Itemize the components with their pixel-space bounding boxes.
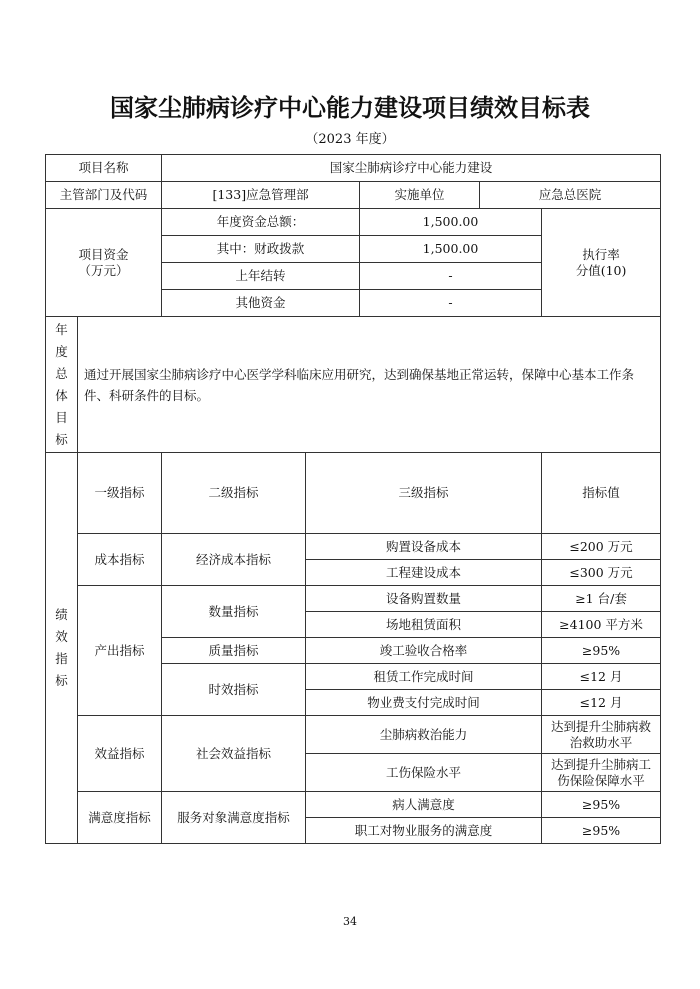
goal-label-char: 目 xyxy=(55,409,68,425)
level3-item: 租赁工作完成时间 xyxy=(306,664,542,690)
annual-goal-label xyxy=(46,317,78,453)
indicator-value: ≥4100 平方米 xyxy=(542,612,661,638)
department-row xyxy=(46,182,661,209)
goal-label-char: 总 xyxy=(55,365,68,381)
funds-carryover-value: - xyxy=(360,263,542,290)
level3-item: 工伤保险水平 xyxy=(306,754,542,792)
goal-label-char: 标 xyxy=(55,431,68,447)
department-label: 主管部门及代码 xyxy=(46,182,162,209)
indicator-value-line2: 治救助水平 xyxy=(569,734,633,750)
perf-label-char: 绩 xyxy=(55,607,68,622)
indicator-header-row xyxy=(46,453,661,534)
execution-rate-line1: 执行率 xyxy=(582,246,620,262)
goal-label-char: 度 xyxy=(55,343,68,359)
level1-cost: 成本指标 xyxy=(78,534,162,586)
indicator-value: ≥95% xyxy=(542,638,661,664)
project-name-value: 国家尘肺病诊疗中心能力建设 xyxy=(162,155,661,182)
indicator-value xyxy=(542,754,661,792)
indicator-value: ≤300 万元 xyxy=(542,560,661,586)
page-subtitle: （2023 年度） xyxy=(305,132,395,147)
level3-item: 竣工验收合格率 xyxy=(306,638,542,664)
level3-item: 设备购置数量 xyxy=(306,586,542,612)
level1-output: 产出指标 xyxy=(78,586,162,716)
indicator-value: ≤12 月 xyxy=(542,664,661,690)
level3-item: 购置设备成本 xyxy=(306,534,542,560)
indicator-value-line1: 达到提升尘肺病救 xyxy=(551,718,652,734)
indicator-row xyxy=(46,586,661,612)
execution-rate-cell xyxy=(542,209,661,317)
indicator-value-line2: 伤保险保障水平 xyxy=(557,772,645,788)
page-title: 国家尘肺病诊疗中心能力建设项目绩效目标表 xyxy=(110,94,590,122)
level2-quantity: 数量指标 xyxy=(162,586,306,638)
department-value: [133]应急管理部 xyxy=(162,182,360,209)
funds-label-line2: （万元） xyxy=(78,262,129,278)
level3-item: 职工对物业服务的满意度 xyxy=(306,818,542,844)
indicator-value: ≤12 月 xyxy=(542,690,661,716)
level3-item: 尘肺病救治能力 xyxy=(306,716,542,754)
level3-item: 工程建设成本 xyxy=(306,560,542,586)
indicator-row xyxy=(46,716,661,754)
implementer-label: 实施单位 xyxy=(360,182,480,209)
performance-target-table xyxy=(45,154,661,844)
project-name-label: 项目名称 xyxy=(46,155,162,182)
header-level2: 二级指标 xyxy=(162,453,306,534)
header-level3: 三级指标 xyxy=(306,453,542,534)
perf-label-char: 指 xyxy=(55,651,68,666)
perf-label-char: 标 xyxy=(55,673,68,688)
indicator-row xyxy=(46,534,661,560)
indicator-value: ≥95% xyxy=(542,818,661,844)
annual-goal-row xyxy=(46,317,661,453)
performance-label xyxy=(46,453,78,844)
project-name-row xyxy=(46,155,661,182)
level3-item: 物业费支付完成时间 xyxy=(306,690,542,716)
funds-total-label: 年度资金总额： xyxy=(162,209,360,236)
indicator-value xyxy=(542,716,661,754)
funds-total-value: 1,500.00 xyxy=(360,209,542,236)
indicator-value: ≥1 台/套 xyxy=(542,586,661,612)
funds-other-value: - xyxy=(360,290,542,317)
level1-benefit: 效益指标 xyxy=(78,716,162,792)
level2-service-satisfaction: 服务对象满意度指标 xyxy=(162,792,306,844)
goal-label-char: 年 xyxy=(55,321,68,337)
execution-rate-line2: 分值(10) xyxy=(575,262,627,278)
funds-label-line1: 项目资金 xyxy=(78,246,129,262)
header-level1: 一级指标 xyxy=(78,453,162,534)
indicator-value: ≤200 万元 xyxy=(542,534,661,560)
perf-label-char: 效 xyxy=(55,629,68,644)
indicator-value-line1: 达到提升尘肺病工 xyxy=(551,756,652,772)
level2-timeliness: 时效指标 xyxy=(162,664,306,716)
page-number: 34 xyxy=(343,915,357,928)
level2-quality: 质量指标 xyxy=(162,638,306,664)
funds-fiscal-label: 其中：财政拨款 xyxy=(162,236,360,263)
implementer-value: 应急总医院 xyxy=(480,182,661,209)
header-value: 指标值 xyxy=(542,453,661,534)
level2-economic-cost: 经济成本指标 xyxy=(162,534,306,586)
level3-item: 场地租赁面积 xyxy=(306,612,542,638)
funds-carryover-label: 上年结转 xyxy=(162,263,360,290)
indicator-value: ≥95% xyxy=(542,792,661,818)
level3-item: 病人满意度 xyxy=(306,792,542,818)
funds-label xyxy=(46,209,162,317)
funds-fiscal-value: 1,500.00 xyxy=(360,236,542,263)
annual-goal-text: 通过开展国家尘肺病诊疗中心医学学科临床应用研究，达到确保基地正常运转，保障中心基本工作条件、科研条件的目标。 xyxy=(78,317,661,453)
funds-row xyxy=(46,209,661,236)
level2-social-benefit: 社会效益指标 xyxy=(162,716,306,792)
funds-other-label: 其他资金 xyxy=(162,290,360,317)
level1-satisfaction: 满意度指标 xyxy=(78,792,162,844)
goal-label-char: 体 xyxy=(55,387,68,403)
indicator-row xyxy=(46,792,661,818)
